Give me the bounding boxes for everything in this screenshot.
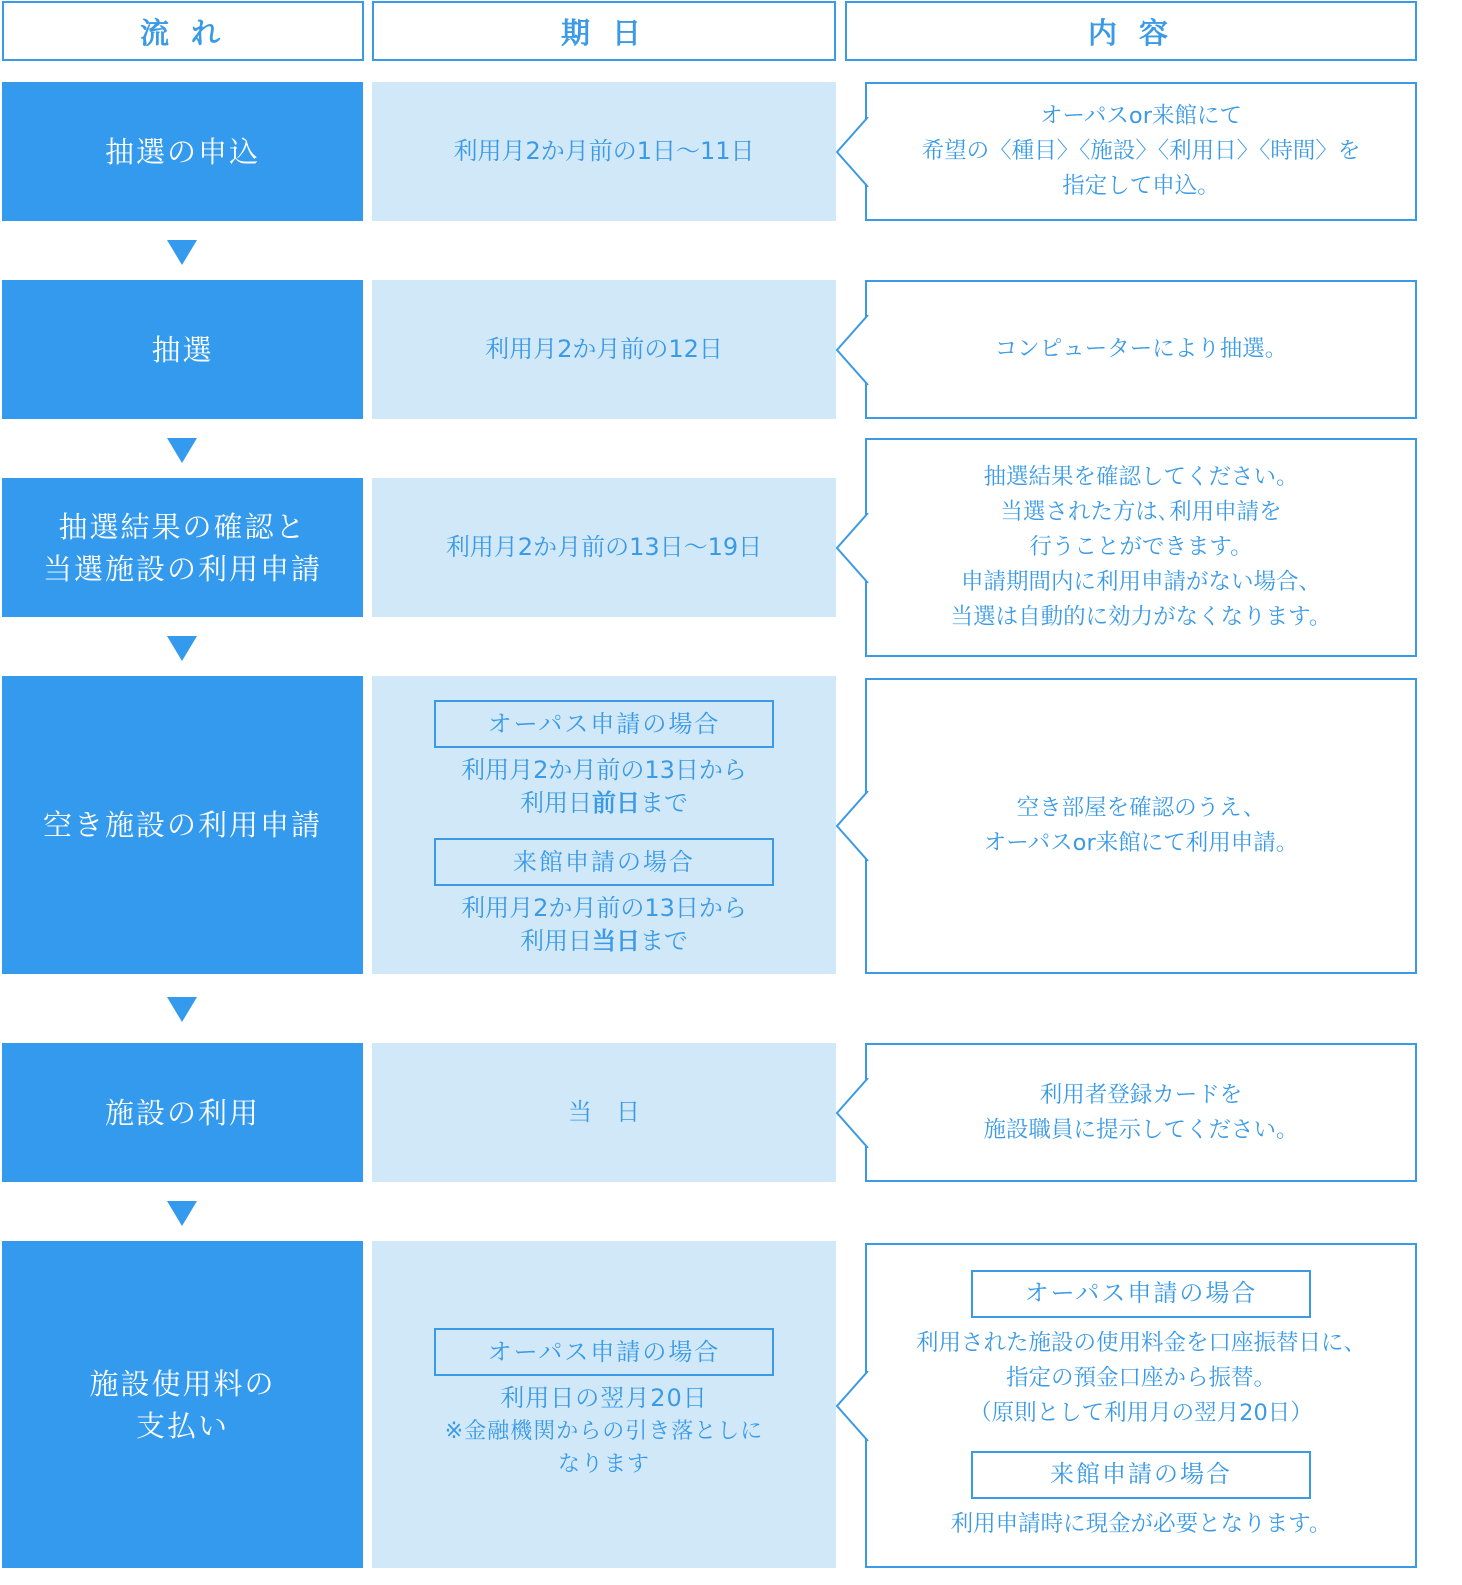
content-line: オーパスor来館にて利用申請。	[983, 830, 1299, 856]
down-arrow-icon	[167, 1201, 197, 1226]
content-line: 当選は自動的に効力がなくなります。	[950, 604, 1332, 630]
flow-step-payment	[2, 1241, 363, 1568]
date-cell	[372, 478, 836, 617]
content-line: 施設職員に提示してください。	[983, 1116, 1299, 1143]
content-line: 利用者登録カードを	[1039, 1081, 1243, 1108]
header-date: 期 日	[372, 1, 836, 61]
visit-application-label: 来館申請の場合	[971, 1451, 1311, 1499]
date-text: 利用日の翌月20日	[500, 1384, 708, 1412]
flow-step-facility-use	[2, 1043, 363, 1182]
date-text: 利用日前日まで	[520, 789, 688, 817]
speech-pointer	[835, 117, 869, 187]
content-box	[865, 678, 1417, 974]
content-line: 抽選結果を確認してください。	[983, 464, 1299, 490]
date-cell	[372, 1043, 836, 1182]
flow-step-label: 支払い	[135, 1408, 229, 1443]
content-line: 当選された方は､利用申請を	[1000, 499, 1282, 525]
down-arrow-icon	[167, 438, 197, 463]
content-line: 行うことができます。	[1029, 534, 1253, 560]
flow-step-lottery	[2, 280, 363, 419]
flow-step-label: 施設の利用	[104, 1095, 260, 1130]
header-flow: 流 れ	[2, 1, 364, 61]
content-line: 申請期間内に利用申請がない場合、	[960, 569, 1321, 595]
speech-pointer	[835, 1371, 869, 1441]
speech-pointer	[835, 791, 869, 861]
flow-step-label: 抽選の申込	[104, 134, 260, 169]
flow-step-label: 抽選結果の確認と	[58, 509, 307, 544]
content-line: オーパスor来館にて	[1040, 103, 1242, 129]
date-text: 利用月2か月前の1日～11日	[453, 137, 755, 165]
content-box	[865, 438, 1417, 657]
flow-step-vacant-facility	[2, 676, 363, 974]
content-box	[865, 280, 1417, 419]
content-line: 指定の預金口座から振替。	[1005, 1364, 1276, 1391]
flow-step-label: 空き施設の利用申請	[42, 808, 322, 842]
down-arrow-icon	[167, 997, 197, 1022]
date-text: 利用月2か月前の13日～19日	[445, 533, 763, 561]
opus-application-label: オーパス申請の場合	[434, 700, 774, 748]
opus-application-label: オーパス申請の場合	[971, 1270, 1311, 1318]
content-box	[865, 82, 1417, 221]
speech-pointer	[835, 1078, 869, 1148]
speech-pointer	[835, 513, 869, 583]
header-content: 内 容	[845, 1, 1417, 61]
content-line: （原則として利用月の翌月20日）	[969, 1399, 1313, 1426]
note-text: ※金融機関からの引き落としに	[444, 1419, 764, 1444]
content-box	[865, 1243, 1417, 1568]
flow-step-label: 当選施設の利用申請	[42, 551, 322, 586]
speech-pointer	[835, 315, 869, 385]
date-text: 利用月2か月前の13日から	[461, 894, 747, 922]
content-line: コンピューターにより抽選。	[994, 336, 1288, 362]
note-text: なります	[557, 1452, 650, 1477]
down-arrow-icon	[167, 636, 197, 661]
flow-step-result-confirmation	[2, 478, 363, 617]
content-line: 希望の〈種目〉〈施設〉〈利用日〉〈時間〉を	[921, 138, 1361, 164]
content-line: 利用申請時に現金が必要となります。	[950, 1510, 1332, 1537]
date-text: 当 日	[568, 1098, 640, 1126]
flow-step-label: 施設使用料の	[89, 1366, 276, 1401]
date-cell	[372, 676, 836, 974]
date-cell	[372, 1241, 836, 1568]
date-text: 利用月2か月前の12日	[485, 335, 723, 363]
date-cell	[372, 82, 836, 221]
content-line: 利用された施設の使用料金を口座振替日に、	[915, 1329, 1366, 1356]
date-text: 利用月2か月前の13日から	[461, 756, 747, 784]
content-box	[865, 1043, 1417, 1182]
opus-application-label: オーパス申請の場合	[434, 1328, 774, 1376]
date-text: 利用日当日まで	[520, 927, 688, 955]
content-line: 空き部屋を確認のうえ、	[1016, 795, 1266, 821]
date-cell	[372, 280, 836, 419]
content-line: 指定して申込。	[1062, 173, 1220, 199]
flow-step-application	[2, 82, 363, 221]
flow-step-label: 抽選	[151, 332, 214, 367]
visit-application-label: 来館申請の場合	[434, 838, 774, 886]
down-arrow-icon	[167, 240, 197, 265]
